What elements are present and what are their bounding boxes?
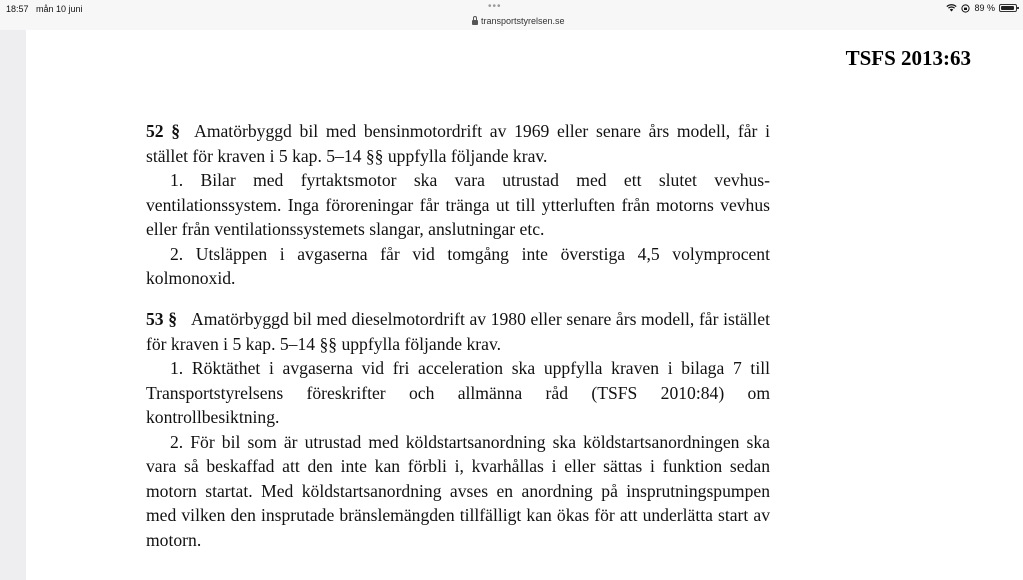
more-dots-icon[interactable]: ••• <box>488 1 502 12</box>
section-52 <box>146 119 770 291</box>
status-bar <box>0 0 1023 30</box>
sidebar-strip <box>0 30 26 580</box>
section-number: 52 § <box>146 121 181 141</box>
list-item: 2. För bil som är utrustad med köldstartsanordning ska köldstartsanordningen ska vara så beskaffad att den inte kan förbli i, kvarhållas i eller sättas i funktion sedan motorn startat. Med köldstartsanordning avses en anordning på insprutningspumpen med vilken den insprutade bränslemängden tillfälligt kan ökas för att underlätta start av motorn. <box>146 431 770 550</box>
list-item: 1. Röktäthet i avgaserna vid fri acceleration ska uppfylla kraven i bilaga 7 till Transportstyrelsens föreskrifter och allmänna råd (TSFS 2010:84) om kontrollbesiktning. <box>146 358 770 427</box>
list-item: 1. Bilar med fyrtaktsmotor ska vara utrustad med ett slutet vevhusventilationssystem. Inga föroreningar får tränga ut till ytterluften från motorns vevhus eller från ventilationssystemets slangar, anslutningar etc. <box>146 170 770 239</box>
status-date: mån 10 juni <box>36 4 83 14</box>
section-53 <box>146 307 770 552</box>
status-time: 18:57 <box>6 4 29 14</box>
battery-icon <box>999 4 1017 12</box>
document-code: TSFS 2013:63 <box>845 46 971 70</box>
url-text: transportstyrelsen.se <box>481 16 565 26</box>
address-bar[interactable] <box>472 16 565 26</box>
status-indicators <box>946 3 1017 13</box>
document-page <box>26 30 1023 580</box>
lock-icon <box>472 20 478 25</box>
section-lead-text: Amatörbyggd bil med dieselmotordrift av 1980 eller senare års modell, får istället för kraven i 5 kap. 5–14 §§ uppfylla följande krav. <box>146 309 770 354</box>
list-item: 2. Utsläppen i avgaserna får vid tomgång inte överstiga 4,5 volymprocent kolmonoxid. <box>146 243 770 288</box>
section-number: 53 § <box>146 309 178 329</box>
wifi-icon <box>946 4 957 12</box>
screen-lock-icon <box>961 4 970 13</box>
section-lead <box>146 119 770 168</box>
section-lead-text: Amatörbyggd bil med bensinmotordrift av 1969 eller senare års modell, får i stället för kraven i 5 kap. 5–14 §§ uppfylla följande krav. <box>146 121 770 166</box>
battery-percent: 89 % <box>974 3 995 13</box>
section-lead <box>146 307 770 356</box>
